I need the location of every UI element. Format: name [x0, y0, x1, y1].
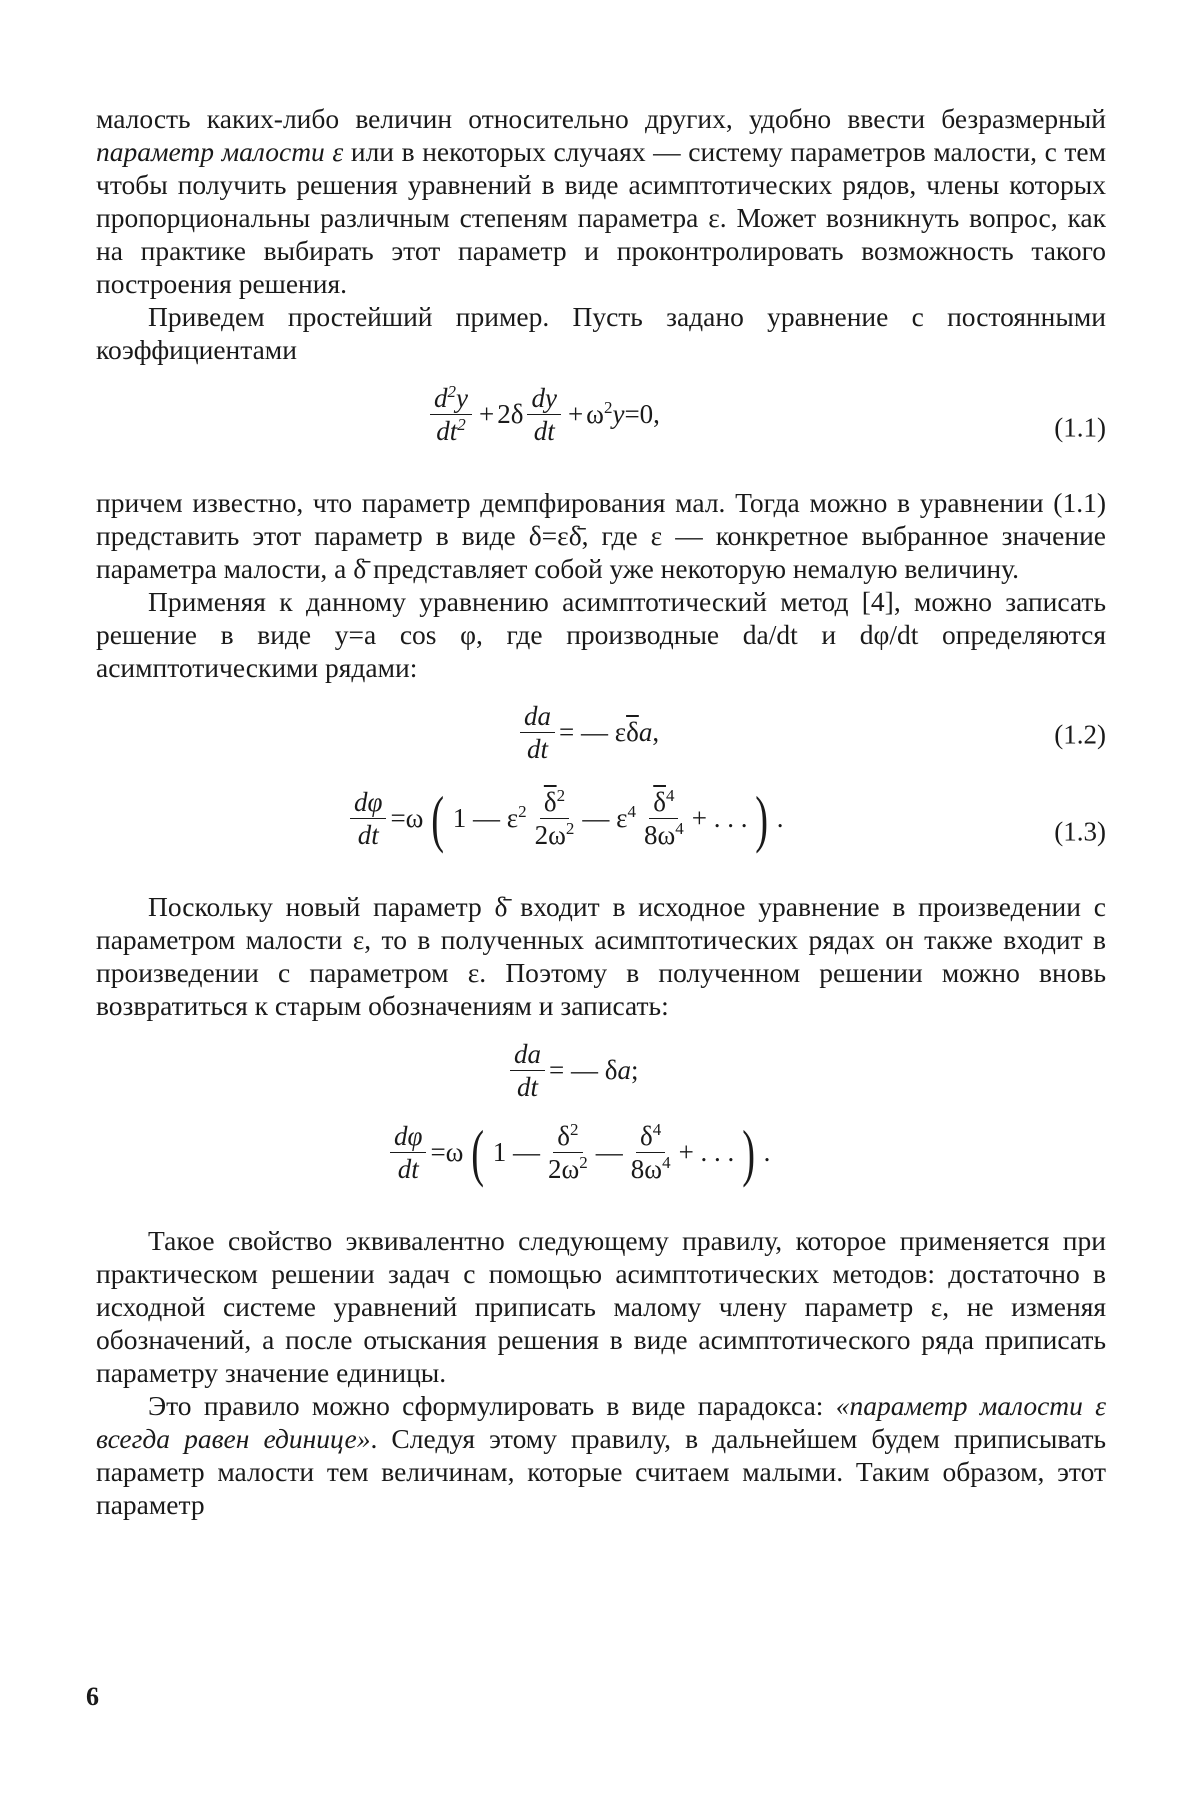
paragraph-1: малость каких-либо величин относительно других, удобно ввести безразмерный параметр малости ε или в некоторых случаях — систему параметров малости, с тем чтобы получить решения уравнений в виде асимптотических рядов, члены которых пропорциональны различным степеням параметра ε. Может возникнуть вопрос, как на практике выбирать этот параметр и проконтролировать возможность такого построения решения.: [96, 103, 1106, 299]
paragraph-2: Приведем простейший пример. Пусть задано уравнение с постоянными коэффициентами: [96, 301, 1106, 365]
paragraph-5: Поскольку новый параметр δ̄ входит в исходное уравнение в произведении с параметром малости ε, то в полученных асимптотических рядах он также входит в произведении с параметром ε. Поэтому в полученном решении можно вновь возвратиться к старым обозначениям и записать:: [96, 891, 1106, 1021]
page-body: [96, 102, 1106, 1521]
equation-1-1: [96, 382, 1106, 474]
equation-1-3-formula: $\frac{d\varphi}{dt}$ =ω ( 1 — $\varepsilon^2$ $\frac{\overline{\delta}^2}{2\omega^2}$ — $\varepsilon^4$ $\frac{\overline{\delta}^4}{8\omega^4}$ + . . . ) .: [346, 786, 784, 851]
equation-1-2: [96, 700, 1106, 770]
equation-unnumbered-2-formula: $\frac{d\varphi}{dt}$ =ω ( 1 — $\frac{\delta^2}{2\omega^2}$ — $\frac{\delta^4}{8\omega^4}$ + . . . ) .: [386, 1120, 770, 1185]
paragraph-6: Такое свойство эквивалентно следующему правилу, которое применяется при практическом решении задач с помощью асимптотических методов: достаточно в исходной системе уравнений приписать малому члену параметр ε, не изменяя обозначений, а после отыскания решения в виде асимптотического ряда приписать параметру значение единицы.: [96, 1225, 1106, 1388]
equation-unnumbered-2: [96, 1116, 1106, 1212]
equation-1-2-number: (1.2): [1054, 719, 1106, 750]
paradox-quote: «параметр малости ε всегда равен единице»: [96, 1390, 1106, 1454]
paragraph-7: Это правило можно сформулировать в виде парадокса: «параметр малости ε всегда равен единице». Следуя этому правилу, в дальнейшем будем приписывать параметр малости тем величинам, которые считаем малыми. Таким образом, этот параметр: [96, 1390, 1107, 1520]
equation-1-1-formula: $\frac{d^2y}{dt^2}$ + 2δ $\frac{dy}{dt}$ + $\omega^2y=0$,: [426, 382, 660, 447]
equation-1-3-number: (1.3): [1054, 816, 1106, 847]
equation-unnumbered-1: [96, 1038, 1106, 1104]
equation-unnumbered-1-formula: $\frac{da}{dt}$ = — δa;: [506, 1038, 638, 1103]
equation-1-2-formula: $\frac{da}{dt}$ = — $\varepsilon\overline{\delta}a$,: [516, 700, 659, 765]
paragraph-4: Применяя к данному уравнению асимптотический метод [4], можно записать решение в виде y=a cos φ, где производные da/dt и dφ/dt определяются асимптотическими рядами:: [96, 586, 1106, 683]
paragraph-3: причем известно, что параметр демпфирования мал. Тогда можно в уравнении (1.1) представить этот параметр в виде δ=εδ̄, где ε — конкретное выбранное значение параметра малости, а δ̄ представляет собой уже некоторую немалую величину.: [96, 487, 1106, 584]
page-number: 6: [86, 1682, 99, 1711]
equation-1-1-number: (1.1): [1054, 412, 1106, 443]
equation-1-3: [96, 782, 1106, 878]
term-small-parameter: параметр малости ε: [96, 136, 344, 167]
